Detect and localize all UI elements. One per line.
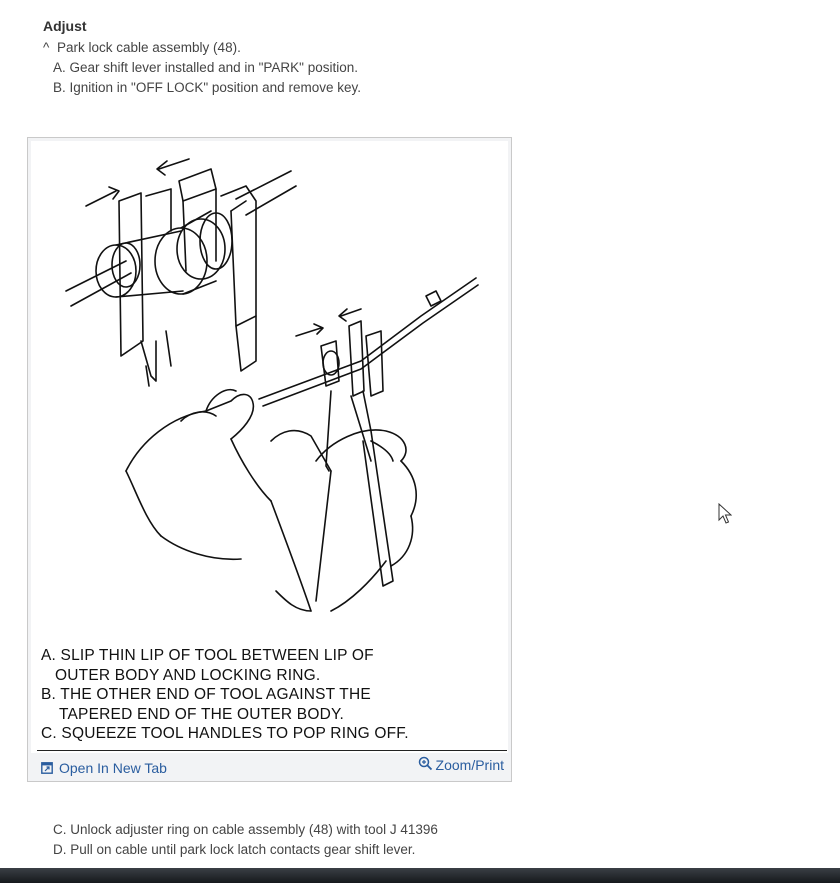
zoom-print-label: Zoom/Print: [435, 757, 504, 773]
zoom-print-link[interactable]: [418, 757, 504, 773]
figure-divider: [37, 750, 507, 751]
caret-bullet: ^: [43, 40, 50, 55]
step-b: B. Ignition in "OFF LOCK" position and remove key.: [53, 80, 361, 95]
figure-caption: [41, 646, 409, 744]
list-item-park-lock-cable: [43, 40, 241, 55]
step-d: D. Pull on cable until park lock latch contacts gear shift lever.: [53, 842, 416, 857]
magnifier-zoom-icon: [418, 756, 433, 771]
tool-illustration: [31, 141, 508, 641]
section-heading: Adjust: [43, 18, 87, 34]
caption-line-a: A. SLIP THIN LIP OF TOOL BETWEEN LIP OF: [41, 647, 374, 664]
figure-toolbar: [28, 755, 511, 781]
mouse-pointer-icon: [718, 503, 732, 525]
figure-image[interactable]: [31, 141, 508, 753]
caption-line-b-cont: TAPERED END OF THE OUTER BODY.: [59, 705, 345, 723]
open-in-new-tab-link[interactable]: [41, 760, 167, 776]
list-item-text: Park lock cable assembly (48).: [57, 40, 241, 55]
caption-line-b: B. THE OTHER END OF TOOL AGAINST THE: [41, 686, 371, 703]
figure-container: [27, 137, 512, 782]
open-in-new-tab-label: Open In New Tab: [59, 760, 167, 776]
caption-line-a-cont: OUTER BODY AND LOCKING RING.: [55, 666, 321, 684]
step-c: C. Unlock adjuster ring on cable assembly (48) with tool J 41396: [53, 822, 438, 837]
open-in-new-tab-icon: [41, 762, 53, 774]
taskbar: [0, 868, 840, 883]
caption-line-c: C. SQUEEZE TOOL HANDLES TO POP RING OFF.: [41, 725, 409, 742]
step-a: A. Gear shift lever installed and in "PARK" position.: [53, 60, 358, 75]
